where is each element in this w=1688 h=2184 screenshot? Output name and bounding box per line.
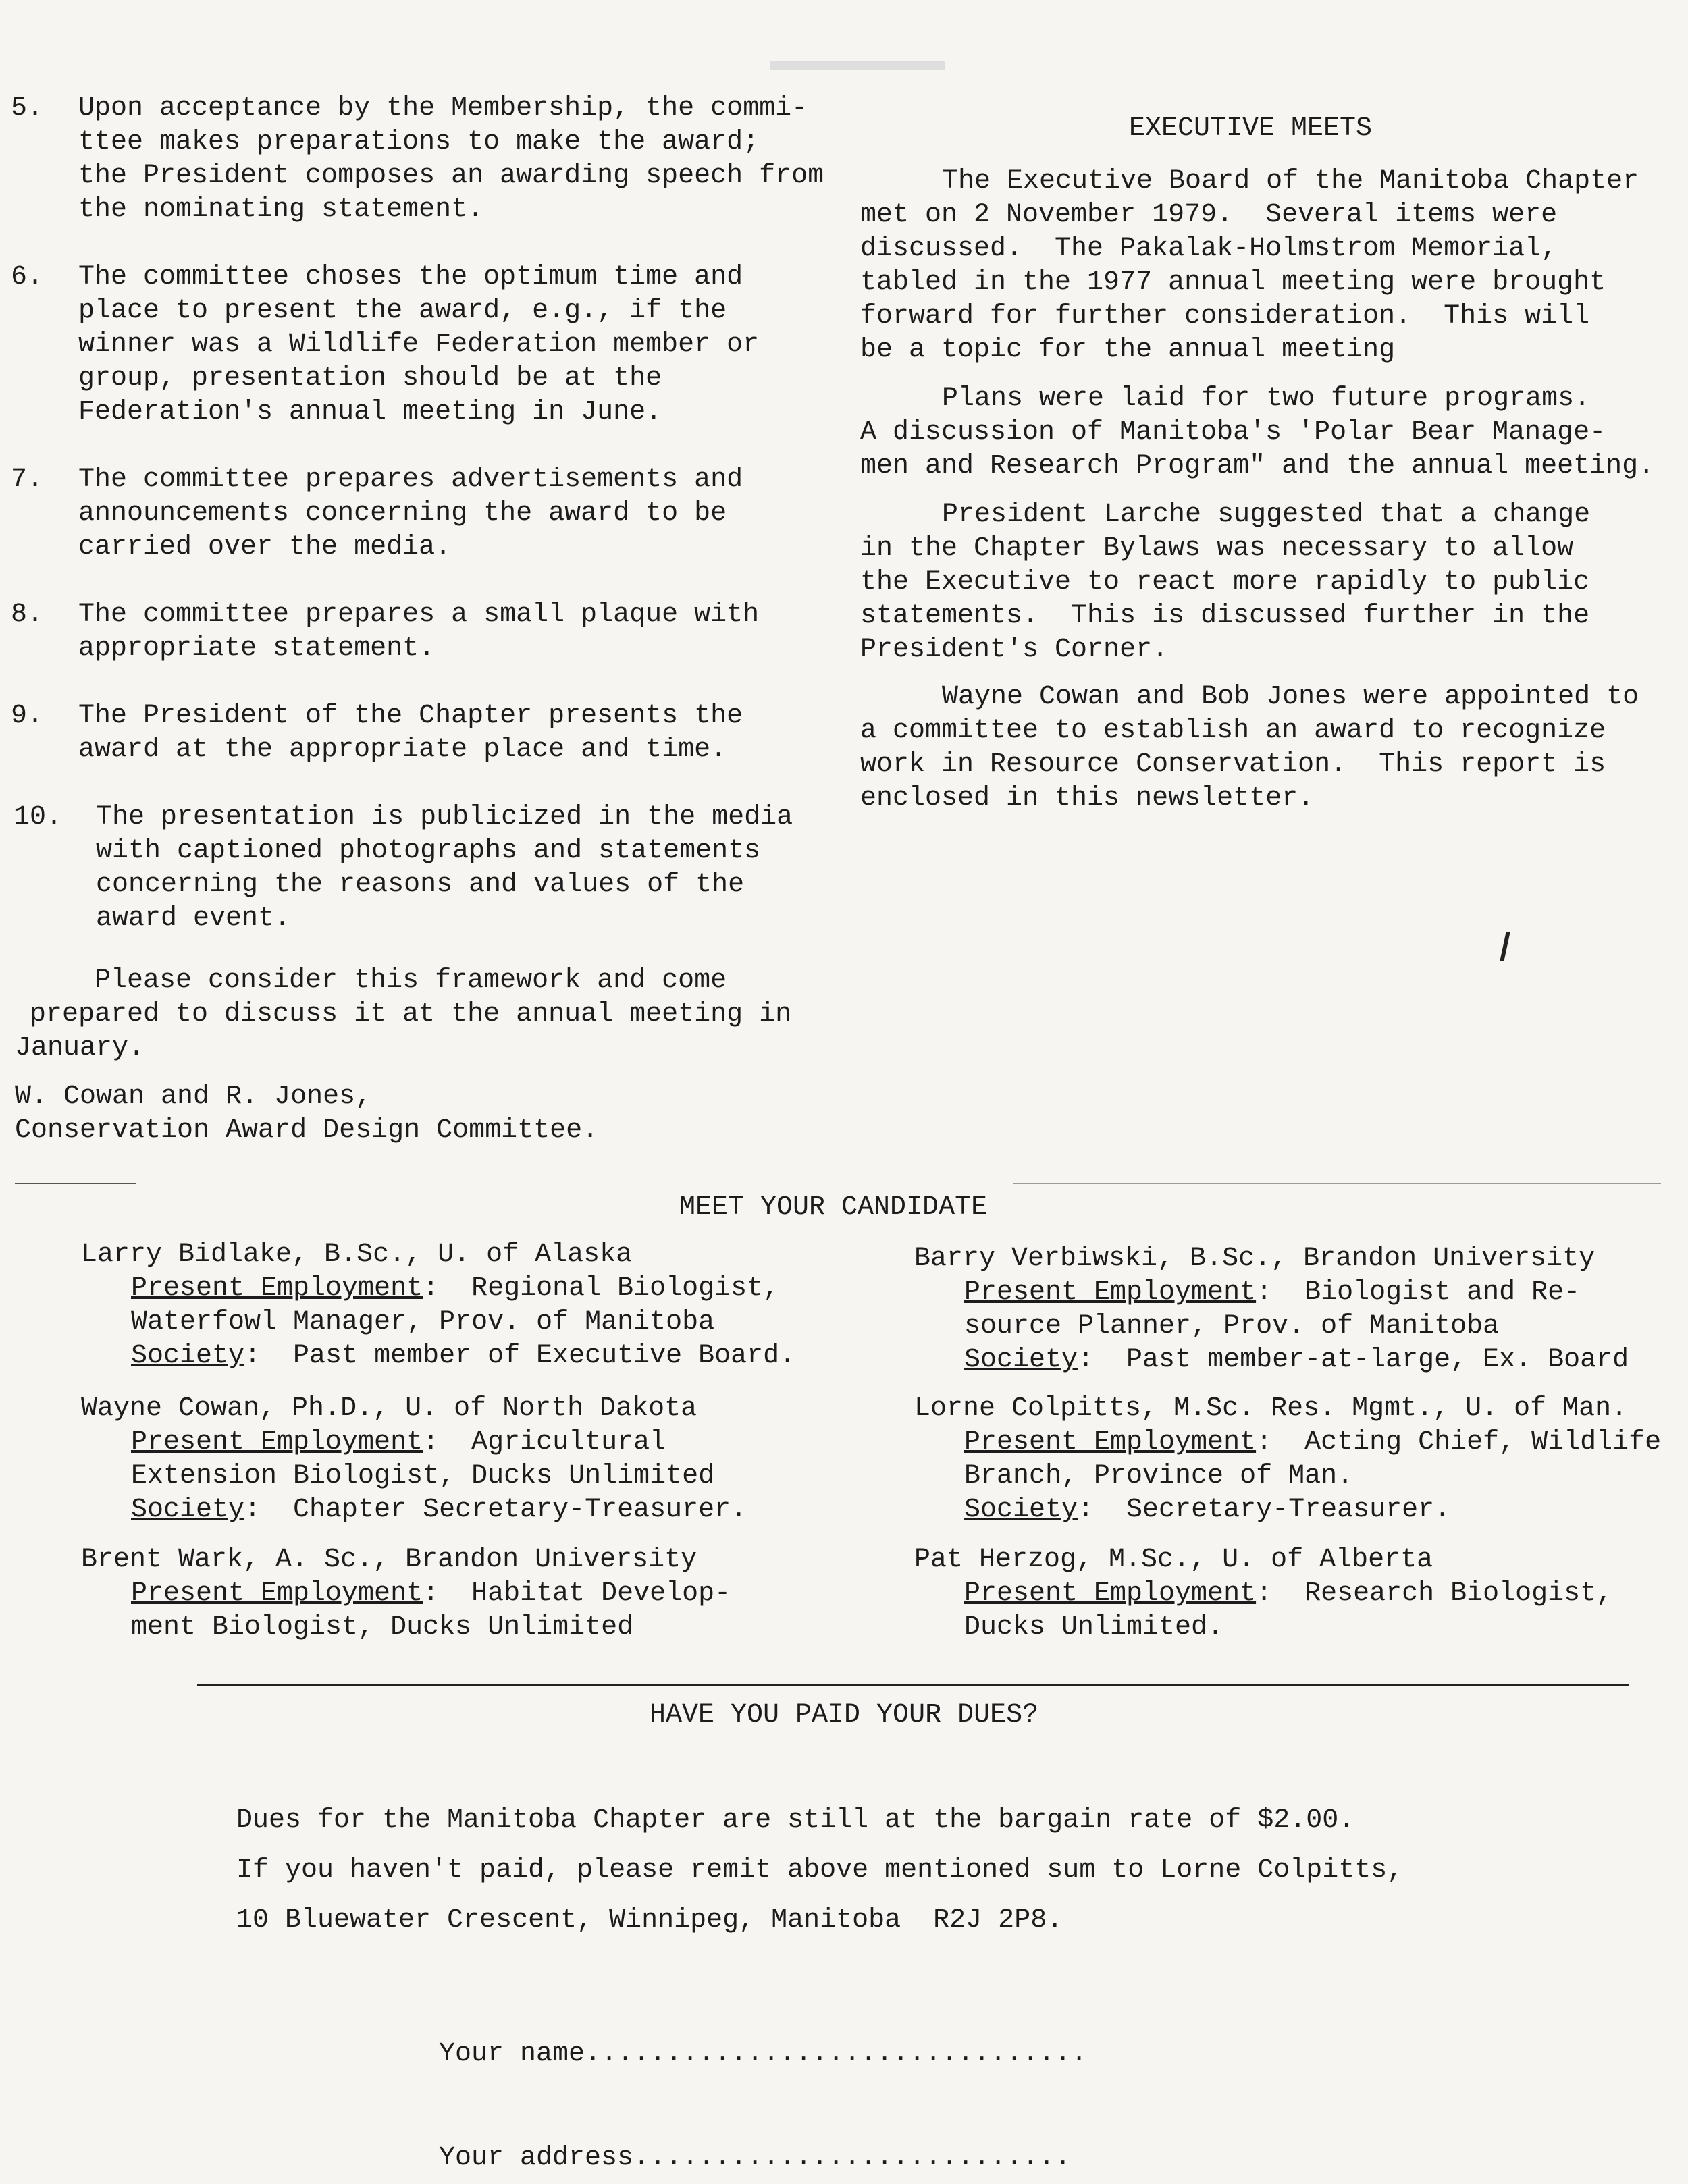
employment-value: Research Biologist,: [1304, 1578, 1613, 1609]
divider: [1013, 1183, 1661, 1184]
list-item-line: ttee makes preparations to make the award;: [78, 127, 760, 157]
candidate-name: Pat Herzog, M.Sc., U. of Alberta: [914, 1545, 1433, 1575]
list-item-line: with captioned photographs and statements: [96, 836, 761, 866]
employment-value: Habitat Develop-: [471, 1578, 731, 1609]
employment-continuation: Ducks Unlimited.: [964, 1612, 1224, 1643]
executive-paragraph-line: a committee to establish an award to recognize: [860, 716, 1606, 746]
executive-paragraph-line: work in Resource Conservation. This report is: [860, 749, 1606, 780]
list-item-line: carried over the media.: [78, 532, 452, 562]
employment-continuation: Extension Biologist, Ducks Unlimited: [131, 1461, 715, 1491]
employment-label: Present Employment: [964, 1578, 1257, 1609]
executive-paragraph-line: met on 2 November 1979. Several items were: [860, 200, 1558, 230]
candidate-name: Wayne Cowan, Ph.D., U. of North Dakota: [81, 1393, 697, 1424]
address-label: Your address: [439, 2143, 634, 2173]
list-item-line: Upon acceptance by the Membership, the commi-: [78, 93, 808, 124]
society-label: Society: [964, 1495, 1078, 1525]
list-item-line: award at the appropriate place and time.: [78, 735, 727, 765]
list-number: 9.: [11, 701, 44, 731]
list-number: 10.: [14, 802, 63, 832]
candidate-society: Society: Secretary-Treasurer.: [964, 1495, 1451, 1525]
society-label: Society: [131, 1341, 245, 1371]
candidate-name: Larry Bidlake, B.Sc., U. of Alaska: [81, 1240, 633, 1270]
candidate-employment: Present Employment: Habitat Develop-: [131, 1578, 731, 1609]
executive-paragraph-line: President Larche suggested that a change: [942, 500, 1591, 530]
employment-label: Present Employment: [131, 1273, 423, 1304]
executive-paragraph-line: the Executive to react more rapidly to public: [860, 567, 1590, 597]
dotted-leader: ...........................: [633, 2143, 1072, 2173]
executive-paragraph-line: Plans were laid for two future programs.: [942, 383, 1591, 414]
list-item-line: announcements concerning the award to be: [78, 498, 727, 529]
society-label: Society: [964, 1345, 1078, 1375]
divider: [197, 1684, 1629, 1686]
executive-paragraph-line: discussed. The Pakalak-Holmstrom Memorial,: [860, 234, 1558, 264]
list-item-line: The committee prepares advertisements and: [78, 464, 743, 495]
candidate-name: Brent Wark, A. Sc., Brandon University: [81, 1545, 697, 1575]
society-label: Society: [131, 1495, 245, 1525]
list-item-line: The President of the Chapter presents the: [78, 701, 743, 731]
list-number: 6.: [11, 262, 44, 292]
employment-continuation: Waterfowl Manager, Prov. of Manitoba: [131, 1307, 715, 1337]
divider: [15, 1183, 136, 1184]
closing-line: Please consider this framework and come: [95, 965, 727, 996]
executive-paragraph-line: Wayne Cowan and Bob Jones were appointed to: [942, 682, 1639, 712]
signature-line: W. Cowan and R. Jones,: [15, 1082, 372, 1112]
list-item-line: appropriate statement.: [78, 633, 436, 664]
employment-value: Regional Biologist,: [471, 1273, 780, 1304]
candidate-society: Society: Chapter Secretary-Treasurer.: [131, 1495, 747, 1525]
list-number: 5.: [11, 93, 44, 124]
executive-paragraph-line: be a topic for the annual meeting: [860, 335, 1396, 365]
executive-paragraph-line: forward for further consideration. This will: [860, 301, 1590, 331]
list-item-line: Federation's annual meeting in June.: [78, 397, 662, 427]
employment-continuation: source Planner, Prov. of Manitoba: [964, 1311, 1500, 1341]
employment-continuation: Branch, Province of Man.: [964, 1461, 1354, 1491]
dues-line: If you haven't paid, please remit above mentioned sum to Lorne Colpitts,: [236, 1855, 1404, 1886]
pen-mark: [1500, 932, 1510, 961]
closing-line: prepared to discuss it at the annual meeting in: [30, 999, 792, 1030]
list-item-line: award event.: [96, 903, 291, 934]
dues-line: 10 Bluewater Crescent, Winnipeg, Manitoba R2J 2P8.: [236, 1905, 1063, 1936]
list-item-line: the nominating statement.: [78, 194, 484, 225]
list-item-line: concerning the reasons and values of the: [96, 870, 745, 900]
employment-value: Agricultural: [471, 1427, 666, 1458]
employment-label: Present Employment: [131, 1578, 423, 1609]
executive-heading: EXECUTIVE MEETS: [1129, 113, 1373, 144]
executive-paragraph-line: men and Research Program" and the annual meeting.: [860, 451, 1655, 481]
society-value: Secretary-Treasurer.: [1126, 1495, 1451, 1525]
employment-label: Present Employment: [131, 1427, 423, 1458]
dues-line: Dues for the Manitoba Chapter are still at the bargain rate of $2.00.: [236, 1805, 1355, 1836]
candidates-heading: MEET YOUR CANDIDATE: [679, 1192, 988, 1223]
candidate-employment: Present Employment: Biologist and Re-: [964, 1277, 1581, 1308]
list-item-line: winner was a Wildlife Federation member or: [78, 329, 760, 360]
name-label: Your name: [439, 2039, 585, 2069]
signature-line: Conservation Award Design Committee.: [15, 1115, 599, 1146]
employment-label: Present Employment: [964, 1277, 1257, 1308]
employment-value: Biologist and Re-: [1304, 1277, 1581, 1308]
executive-paragraph-line: A discussion of Manitoba's 'Polar Bear Manage-: [860, 417, 1606, 448]
employment-label: Present Employment: [964, 1427, 1257, 1458]
employment-continuation: ment Biologist, Ducks Unlimited: [131, 1612, 634, 1643]
candidate-name: Lorne Colpitts, M.Sc. Res. Mgmt., U. of Man.: [914, 1393, 1628, 1424]
list-item-line: The presentation is publicized in the media: [96, 802, 793, 832]
candidate-society: Society: Past member of Executive Board.: [131, 1341, 796, 1371]
society-value: Chapter Secretary-Treasurer.: [293, 1495, 747, 1525]
dues-heading: HAVE YOU PAID YOUR DUES?: [650, 1700, 1039, 1730]
list-number: 8.: [11, 600, 44, 630]
dotted-leader: ...............................: [585, 2039, 1088, 2069]
bleed-through-mark: [770, 61, 945, 70]
candidate-society: Society: Past member-at-large, Ex. Board: [964, 1345, 1629, 1375]
executive-paragraph-line: statements. This is discussed further in the: [860, 601, 1590, 631]
society-value: Past member-at-large, Ex. Board: [1126, 1345, 1629, 1375]
candidate-name: Barry Verbiwski, B.Sc., Brandon University: [914, 1244, 1595, 1274]
executive-paragraph-line: in the Chapter Bylaws was necessary to allow: [860, 533, 1574, 564]
candidate-employment: Present Employment: Regional Biologist,: [131, 1273, 780, 1304]
list-item-line: group, presentation should be at the: [78, 363, 662, 394]
employment-value: Acting Chief, Wildlife: [1304, 1427, 1662, 1458]
name-field[interactable]: [406, 2004, 1087, 2071]
list-item-line: The committee choses the optimum time and: [78, 262, 743, 292]
list-item-line: The committee prepares a small plaque with: [78, 600, 760, 630]
executive-paragraph-line: tabled in the 1977 annual meeting were brought: [860, 267, 1606, 298]
closing-line: January.: [15, 1033, 145, 1063]
executive-paragraph-line: President's Corner.: [860, 635, 1169, 665]
candidate-employment: Present Employment: Agricultural: [131, 1427, 666, 1458]
list-item-line: the President composes an awarding speech from: [78, 161, 824, 191]
list-number: 7.: [11, 464, 44, 495]
candidate-employment: Present Employment: Research Biologist,: [964, 1578, 1613, 1609]
candidate-employment: Present Employment: Acting Chief, Wildlife: [964, 1427, 1662, 1458]
executive-paragraph-line: enclosed in this newsletter.: [860, 783, 1315, 814]
society-value: Past member of Executive Board.: [293, 1341, 796, 1371]
list-item-line: place to present the award, e.g., if the: [78, 296, 727, 326]
executive-paragraph-line: The Executive Board of the Manitoba Chapter: [942, 166, 1639, 196]
address-field[interactable]: [406, 2108, 1071, 2175]
